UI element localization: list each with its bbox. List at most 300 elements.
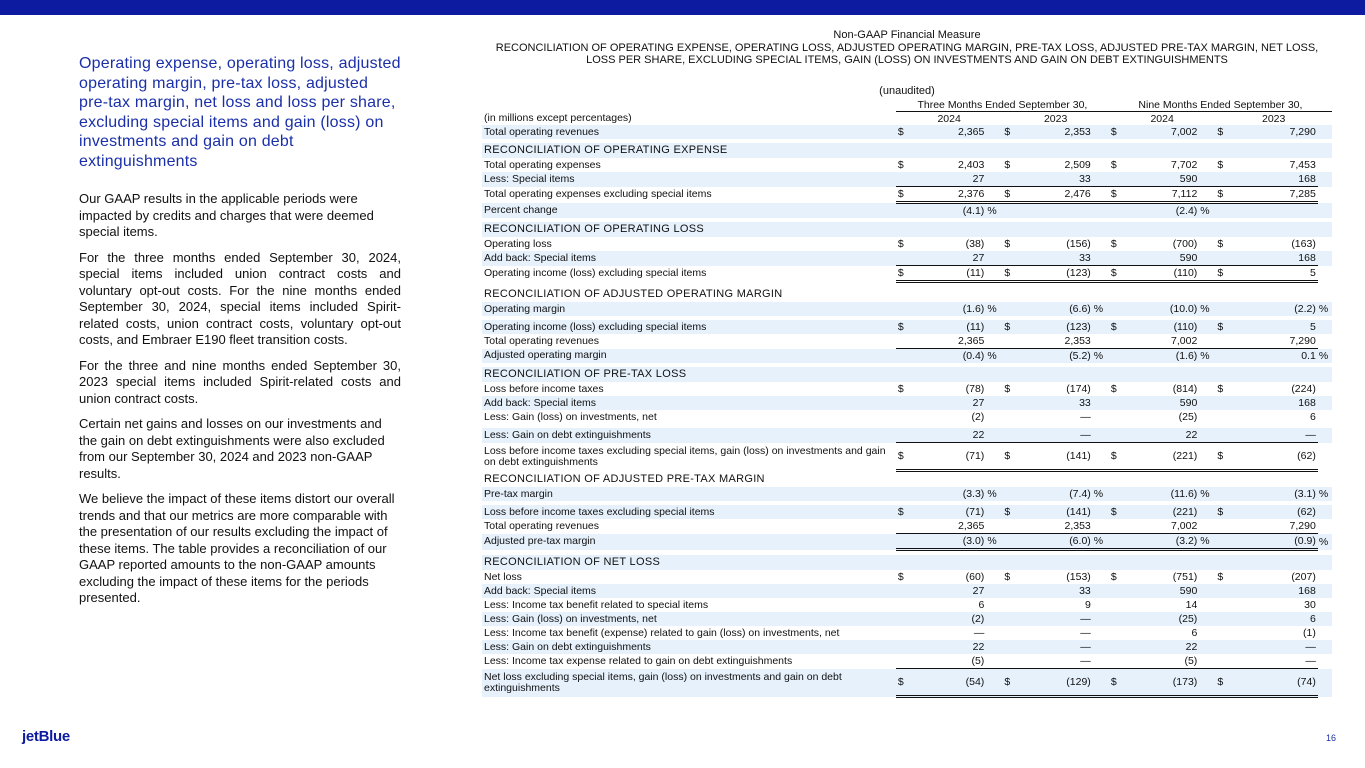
value-cell: (129) bbox=[1016, 669, 1092, 697]
currency-symbol: $ bbox=[1002, 125, 1016, 139]
currency-symbol: $ bbox=[896, 266, 910, 282]
unit-suffix bbox=[986, 519, 1002, 534]
value-cell: 2,365 bbox=[910, 334, 986, 349]
unit-suffix: % bbox=[986, 534, 1002, 550]
row-label: Net loss bbox=[484, 570, 522, 583]
value-cell: (141) bbox=[1016, 505, 1092, 519]
currency-symbol: $ bbox=[896, 125, 910, 139]
unit-suffix bbox=[1093, 669, 1109, 697]
unit-suffix bbox=[1318, 334, 1332, 349]
table-row bbox=[482, 598, 1332, 612]
unit-suffix bbox=[1093, 158, 1109, 172]
unit-suffix bbox=[1318, 584, 1332, 598]
unit-suffix bbox=[1318, 266, 1332, 282]
units-label: (in millions except percentages) bbox=[484, 111, 632, 124]
commentary-paragraph: For the three months ended September 30, 2024, special items included union contract costs and voluntary opt-out costs. For the nine months ended September 30, 2024, special items included Spirit-related costs, union contract costs, voluntary opt-out costs, and Embraer E190 fleet transition costs. bbox=[79, 249, 401, 347]
table-row bbox=[482, 428, 1332, 443]
value-cell: 2,376 bbox=[910, 187, 986, 203]
row-label: Adjusted operating margin bbox=[482, 349, 896, 364]
currency-symbol bbox=[1215, 349, 1229, 364]
currency-symbol bbox=[896, 598, 910, 612]
unit-suffix bbox=[1318, 320, 1332, 334]
unaudited-note: (unaudited) bbox=[879, 85, 935, 97]
currency-symbol: $ bbox=[1110, 383, 1117, 395]
reconciliation-table bbox=[482, 99, 1332, 698]
currency-symbol: $ bbox=[1215, 266, 1229, 282]
unit-suffix bbox=[1093, 570, 1109, 584]
currency-symbol: $ bbox=[897, 159, 904, 171]
value-cell: (123) bbox=[1016, 266, 1092, 282]
currency-symbol bbox=[896, 640, 910, 654]
currency-symbol bbox=[1215, 428, 1229, 443]
row-label: Add back: Special items bbox=[482, 584, 896, 598]
currency-symbol: $ bbox=[896, 320, 910, 334]
currency-symbol: $ bbox=[1002, 669, 1016, 697]
table-caption: Non-GAAP Financial Measure bbox=[833, 29, 981, 41]
commentary-paragraph: We believe the impact of these items distort our overall trends and that our metrics are more comparable with the presentation of our results excluding the impact of these items. The table provides a reconciliation of our GAAP reported amounts to the non-GAAP amounts excluding the impact of these items for the periods presented. bbox=[79, 491, 395, 605]
value-cell: 2,365 bbox=[910, 125, 986, 139]
unit-suffix: % bbox=[1318, 349, 1332, 364]
currency-symbol: $ bbox=[896, 187, 910, 203]
value-cell: 2,353 bbox=[1016, 125, 1092, 139]
currency-symbol: $ bbox=[897, 571, 904, 583]
unit-suffix bbox=[1318, 640, 1332, 654]
value-cell: 6 bbox=[1191, 627, 1198, 639]
currency-symbol bbox=[1215, 612, 1229, 626]
currency-symbol bbox=[1215, 251, 1229, 266]
unit-suffix bbox=[1093, 428, 1109, 443]
unit-suffix: % bbox=[986, 203, 1002, 219]
unit-suffix bbox=[1093, 251, 1109, 266]
section-heading: RECONCILIATION OF OPERATING LOSS bbox=[482, 222, 1332, 237]
table-title: RECONCILIATION OF OPERATING EXPENSE, OPERATING LOSS, ADJUSTED OPERATING MARGIN, PRE-TAX LOSS, ADJUSTED PRE-TAX MARGIN, NET LOSS, LOSS PER SHARE, EXCLUDING SPECIAL ITEMS, GAIN (LOSS) ON INVESTMENTS AND GAIN ON DEBT EXTINGUISHMENTS bbox=[495, 42, 1319, 66]
unit-suffix bbox=[986, 428, 1002, 443]
section-heading: RECONCILIATION OF ADJUSTED PRE-TAX MARGIN bbox=[484, 473, 765, 485]
unit-suffix: % bbox=[1199, 487, 1215, 501]
unit-suffix bbox=[1199, 428, 1215, 443]
unit-suffix bbox=[1318, 505, 1332, 519]
value-cell: 590 bbox=[1123, 396, 1199, 410]
currency-symbol: $ bbox=[1217, 571, 1224, 583]
value-cell: 2,476 bbox=[1016, 187, 1092, 203]
unit-suffix bbox=[1318, 669, 1332, 697]
unit-suffix bbox=[1093, 382, 1109, 396]
jetblue-logo: jetBlue bbox=[22, 728, 70, 745]
unit-suffix bbox=[1199, 187, 1215, 203]
value-cell: (2.4) bbox=[1123, 203, 1199, 219]
section-heading: RECONCILIATION OF PRE-TAX LOSS bbox=[482, 367, 1332, 382]
value-cell: (74) bbox=[1229, 669, 1317, 697]
unit-suffix bbox=[1199, 382, 1215, 396]
unit-suffix bbox=[1318, 125, 1332, 139]
currency-symbol: $ bbox=[1217, 159, 1224, 171]
value-cell: 168 bbox=[1229, 584, 1317, 598]
value-cell: 6 bbox=[1309, 411, 1316, 423]
currency-symbol bbox=[1109, 654, 1123, 669]
currency-symbol: $ bbox=[1002, 320, 1016, 334]
currency-symbol bbox=[896, 534, 910, 550]
unit-suffix bbox=[986, 396, 1002, 410]
value-cell: (78) bbox=[965, 383, 985, 395]
unit-suffix bbox=[1199, 410, 1215, 424]
value-cell: 7,453 bbox=[1289, 159, 1316, 171]
table-row bbox=[482, 443, 1332, 471]
unit-suffix: % bbox=[1199, 534, 1215, 550]
value-cell: (0.4) bbox=[910, 349, 986, 364]
table-row bbox=[482, 302, 1332, 316]
unit-suffix bbox=[1199, 626, 1215, 640]
unit-suffix bbox=[1318, 654, 1332, 669]
value-cell: (700) bbox=[1172, 238, 1198, 250]
unit-suffix: % bbox=[1199, 349, 1215, 364]
currency-symbol bbox=[1109, 534, 1123, 550]
section-header-row bbox=[482, 471, 1332, 488]
unit-suffix bbox=[1199, 669, 1215, 697]
currency-symbol bbox=[1109, 334, 1123, 349]
currency-symbol: $ bbox=[1215, 669, 1229, 697]
unit-suffix bbox=[1199, 320, 1215, 334]
currency-symbol: $ bbox=[1109, 320, 1123, 334]
value-cell: (6.6) bbox=[1016, 302, 1092, 316]
unit-suffix bbox=[1318, 443, 1332, 471]
currency-symbol: $ bbox=[1004, 571, 1011, 583]
currency-symbol bbox=[1002, 534, 1016, 550]
currency-symbol: $ bbox=[1217, 383, 1224, 395]
unit-suffix bbox=[1318, 172, 1332, 187]
value-cell: (6.0) bbox=[1016, 534, 1092, 550]
unit-suffix bbox=[1093, 612, 1109, 626]
unit-suffix: % bbox=[1093, 349, 1109, 364]
row-label: Pre-tax margin bbox=[482, 487, 896, 501]
year-header: 2023 bbox=[1262, 112, 1286, 125]
value-cell: (10.0) bbox=[1123, 302, 1199, 316]
unit-suffix bbox=[1199, 334, 1215, 349]
currency-symbol bbox=[1002, 428, 1016, 443]
year-header: 2024 bbox=[937, 112, 961, 125]
unit-suffix bbox=[1199, 505, 1215, 519]
currency-symbol bbox=[1002, 396, 1016, 410]
currency-symbol bbox=[1215, 302, 1229, 316]
currency-symbol bbox=[896, 251, 910, 266]
table-row bbox=[482, 251, 1332, 266]
value-cell: — bbox=[1229, 640, 1317, 654]
value-cell: 22 bbox=[910, 640, 986, 654]
unit-suffix bbox=[1199, 519, 1215, 534]
currency-symbol bbox=[1002, 203, 1016, 219]
unit-suffix bbox=[1093, 584, 1109, 598]
currency-symbol bbox=[896, 654, 910, 669]
currency-symbol: $ bbox=[1002, 443, 1016, 471]
currency-symbol: $ bbox=[1110, 159, 1117, 171]
year-header: 2023 bbox=[1043, 112, 1068, 125]
currency-symbol: $ bbox=[1110, 571, 1117, 583]
currency-symbol bbox=[896, 487, 910, 501]
currency-symbol: $ bbox=[1109, 505, 1123, 519]
value-cell: 590 bbox=[1123, 584, 1199, 598]
unit-suffix: % bbox=[1093, 487, 1109, 501]
row-label: Operating margin bbox=[482, 302, 896, 316]
unit-suffix bbox=[1318, 410, 1332, 424]
table-row bbox=[482, 382, 1332, 396]
value-cell: (5.2) bbox=[1016, 349, 1092, 364]
currency-symbol bbox=[1109, 396, 1123, 410]
value-cell: (751) bbox=[1172, 571, 1198, 583]
currency-symbol bbox=[896, 349, 910, 364]
row-label: Less: Gain on debt extinguishments bbox=[482, 428, 896, 443]
row-label: Less: Income tax benefit related to special items bbox=[484, 598, 709, 611]
nine-months-header: Nine Months Ended September 30, bbox=[1109, 99, 1332, 112]
currency-symbol: $ bbox=[1002, 187, 1016, 203]
value-cell: 5 bbox=[1229, 320, 1317, 334]
value-cell: 7,290 bbox=[1229, 519, 1317, 534]
unit-suffix bbox=[1199, 584, 1215, 598]
unit-suffix bbox=[1199, 172, 1215, 187]
value-cell: 33 bbox=[1016, 251, 1092, 266]
unit-suffix bbox=[986, 598, 1002, 612]
unit-suffix bbox=[1318, 598, 1332, 612]
table-row bbox=[482, 584, 1332, 598]
unit-suffix bbox=[1093, 640, 1109, 654]
table-row bbox=[482, 334, 1332, 349]
value-cell: 22 bbox=[910, 428, 986, 443]
row-label: Loss before income taxes excluding special items, gain (loss) on investments and gain on debt extinguishments bbox=[484, 444, 886, 468]
value-cell: 7,002 bbox=[1123, 334, 1199, 349]
unit-suffix bbox=[1199, 251, 1215, 266]
unit-suffix bbox=[1318, 237, 1332, 251]
currency-symbol: $ bbox=[1004, 383, 1011, 395]
unit-suffix bbox=[1093, 505, 1109, 519]
unit-suffix bbox=[1199, 654, 1215, 669]
value-cell: (11) bbox=[910, 320, 986, 334]
currency-symbol: $ bbox=[1109, 125, 1123, 139]
currency-symbol: $ bbox=[897, 238, 904, 250]
value-cell: (3.0) bbox=[910, 534, 986, 550]
unit-suffix bbox=[986, 626, 1002, 640]
table-row bbox=[482, 349, 1332, 364]
value-cell: (141) bbox=[1016, 443, 1092, 471]
currency-symbol: $ bbox=[1215, 320, 1229, 334]
value-cell: 0.1 bbox=[1229, 349, 1317, 364]
value-cell: (1.6) bbox=[910, 302, 986, 316]
currency-symbol bbox=[1215, 172, 1229, 187]
currency-symbol bbox=[1215, 519, 1229, 534]
value-cell: 27 bbox=[910, 396, 986, 410]
unit-suffix bbox=[1093, 598, 1109, 612]
row-label: Operating loss bbox=[484, 237, 552, 250]
unit-suffix: % bbox=[1318, 487, 1332, 501]
value-cell: 590 bbox=[1123, 251, 1199, 266]
row-label: Less: Gain (loss) on investments, net bbox=[484, 410, 657, 423]
value-cell: 27 bbox=[910, 251, 986, 266]
currency-symbol bbox=[1109, 172, 1123, 187]
value-cell: (25) bbox=[1123, 612, 1199, 626]
section-header-row bbox=[482, 287, 1332, 302]
row-label: Add back: Special items bbox=[482, 396, 896, 410]
value-cell: (25) bbox=[1178, 411, 1198, 423]
unit-suffix bbox=[1199, 266, 1215, 282]
currency-symbol bbox=[1109, 612, 1123, 626]
unit-suffix: % bbox=[986, 487, 1002, 501]
unit-suffix bbox=[1199, 570, 1215, 584]
value-cell: 33 bbox=[1016, 396, 1092, 410]
top-brand-bar bbox=[0, 0, 1365, 15]
value-cell: (38) bbox=[965, 238, 985, 250]
value-cell: 2,353 bbox=[1016, 519, 1092, 534]
value-cell: 7,702 bbox=[1171, 159, 1198, 171]
unit-suffix: % bbox=[1093, 302, 1109, 316]
currency-symbol bbox=[1002, 302, 1016, 316]
currency-symbol bbox=[1109, 203, 1123, 219]
value-cell: (0.9) bbox=[1229, 534, 1317, 550]
value-cell: — bbox=[1080, 627, 1091, 639]
value-cell: (110) bbox=[1123, 320, 1199, 334]
year-header-row bbox=[482, 112, 1332, 126]
row-label: Loss before income taxes excluding special items bbox=[482, 505, 896, 519]
currency-symbol: $ bbox=[1004, 238, 1011, 250]
currency-symbol bbox=[1109, 410, 1123, 424]
unit-suffix bbox=[986, 251, 1002, 266]
currency-symbol bbox=[1215, 334, 1229, 349]
value-cell: 2,353 bbox=[1016, 334, 1092, 349]
value-cell: (5) bbox=[910, 654, 986, 669]
table-row bbox=[482, 534, 1332, 550]
currency-symbol bbox=[896, 203, 910, 219]
currency-symbol bbox=[896, 428, 910, 443]
value-cell: 7,112 bbox=[1123, 187, 1199, 203]
row-label: Percent change bbox=[482, 203, 896, 219]
currency-symbol bbox=[1109, 519, 1123, 534]
currency-symbol bbox=[896, 334, 910, 349]
commentary-paragraph: For the three and nine months ended September 30, 2023 special items included Spirit-related costs and union contract costs. bbox=[79, 357, 401, 406]
value-cell: 33 bbox=[1016, 584, 1092, 598]
value-cell bbox=[1229, 203, 1317, 219]
value-cell: (11.6) bbox=[1123, 487, 1199, 501]
unit-suffix bbox=[1199, 158, 1215, 172]
value-cell: 2,509 bbox=[1064, 159, 1091, 171]
unit-suffix bbox=[986, 654, 1002, 669]
currency-symbol: $ bbox=[1109, 266, 1123, 282]
three-months-header: Three Months Ended September 30, bbox=[896, 99, 1109, 112]
currency-symbol bbox=[896, 302, 910, 316]
value-cell: 590 bbox=[1123, 172, 1199, 187]
currency-symbol: $ bbox=[1004, 159, 1011, 171]
value-cell: (3.3) bbox=[910, 487, 986, 501]
unit-suffix bbox=[986, 505, 1002, 519]
unit-suffix bbox=[986, 172, 1002, 187]
unit-suffix: % bbox=[1199, 203, 1215, 219]
section-heading: RECONCILIATION OF OPERATING EXPENSE bbox=[482, 143, 1332, 158]
row-label: Less: Income tax expense related to gain on debt extinguishments bbox=[484, 654, 793, 667]
currency-symbol: $ bbox=[896, 505, 910, 519]
unit-suffix bbox=[1199, 396, 1215, 410]
value-cell: 2,365 bbox=[910, 519, 986, 534]
unit-suffix bbox=[1093, 334, 1109, 349]
unit-suffix bbox=[1093, 626, 1109, 640]
row-label: Adjusted pre-tax margin bbox=[482, 534, 896, 550]
value-cell: 30 bbox=[1304, 599, 1316, 611]
unit-suffix bbox=[986, 125, 1002, 139]
currency-symbol bbox=[1215, 203, 1229, 219]
value-cell: (173) bbox=[1123, 669, 1199, 697]
value-cell: — bbox=[973, 627, 985, 639]
table-row bbox=[482, 487, 1332, 501]
unit-suffix bbox=[986, 187, 1002, 203]
unit-suffix bbox=[1199, 598, 1215, 612]
value-cell: (2.2) bbox=[1229, 302, 1317, 316]
currency-symbol bbox=[896, 396, 910, 410]
currency-symbol bbox=[1109, 487, 1123, 501]
currency-symbol bbox=[896, 626, 910, 640]
unit-suffix bbox=[986, 320, 1002, 334]
row-label: Add back: Special items bbox=[482, 251, 896, 266]
row-label: Total operating revenues bbox=[484, 519, 599, 532]
value-cell: 27 bbox=[910, 172, 986, 187]
unit-suffix bbox=[1093, 396, 1109, 410]
currency-symbol: $ bbox=[1109, 669, 1123, 697]
currency-symbol bbox=[1109, 302, 1123, 316]
row-label: Less: Gain on debt extinguishments bbox=[482, 640, 896, 654]
value-cell: — bbox=[1080, 411, 1091, 423]
unit-suffix bbox=[1199, 612, 1215, 626]
left-commentary bbox=[79, 54, 401, 616]
value-cell: (174) bbox=[1066, 383, 1091, 395]
unit-suffix bbox=[986, 237, 1002, 251]
currency-symbol bbox=[1109, 251, 1123, 266]
table-row bbox=[482, 640, 1332, 654]
currency-symbol: $ bbox=[1002, 505, 1016, 519]
value-cell: (5) bbox=[1123, 654, 1199, 669]
section-header-row bbox=[482, 555, 1332, 570]
value-cell: 7,290 bbox=[1229, 125, 1317, 139]
unit-suffix bbox=[986, 410, 1002, 424]
currency-symbol: $ bbox=[1215, 505, 1229, 519]
period-header-row bbox=[482, 99, 1332, 112]
currency-symbol bbox=[1002, 584, 1016, 598]
page-number: 16 bbox=[1325, 733, 1336, 743]
currency-symbol bbox=[1002, 349, 1016, 364]
unit-suffix bbox=[1318, 251, 1332, 266]
unit-suffix bbox=[1093, 237, 1109, 251]
row-label: Less: Income tax benefit (expense) related to gain (loss) on investments, net bbox=[484, 626, 840, 639]
value-cell: 7,285 bbox=[1229, 187, 1317, 203]
currency-symbol bbox=[1215, 598, 1229, 612]
value-cell: (62) bbox=[1229, 443, 1317, 471]
currency-symbol bbox=[1109, 584, 1123, 598]
row-label: Net loss excluding special items, gain (loss) on investments and gain on debt extinguishments bbox=[482, 669, 896, 697]
value-cell: 7,002 bbox=[1123, 125, 1199, 139]
value-cell: — bbox=[1229, 654, 1317, 669]
currency-symbol bbox=[1109, 428, 1123, 443]
currency-symbol bbox=[1002, 410, 1016, 424]
table-row bbox=[482, 187, 1332, 203]
currency-symbol bbox=[1002, 598, 1016, 612]
value-cell: (163) bbox=[1291, 238, 1316, 250]
unit-suffix: % bbox=[1199, 302, 1215, 316]
row-label: Total operating revenues bbox=[482, 125, 896, 139]
section-heading: RECONCILIATION OF NET LOSS bbox=[482, 555, 1332, 570]
table-row bbox=[482, 125, 1332, 139]
value-cell: — bbox=[1016, 612, 1092, 626]
value-cell: (123) bbox=[1016, 320, 1092, 334]
value-cell: 27 bbox=[910, 584, 986, 598]
currency-symbol: $ bbox=[897, 383, 904, 395]
row-label: Less: Special items bbox=[482, 172, 896, 187]
unit-suffix bbox=[1318, 187, 1332, 203]
unit-suffix bbox=[986, 570, 1002, 584]
currency-symbol bbox=[1002, 640, 1016, 654]
value-cell: — bbox=[1016, 640, 1092, 654]
value-cell: (224) bbox=[1291, 383, 1316, 395]
